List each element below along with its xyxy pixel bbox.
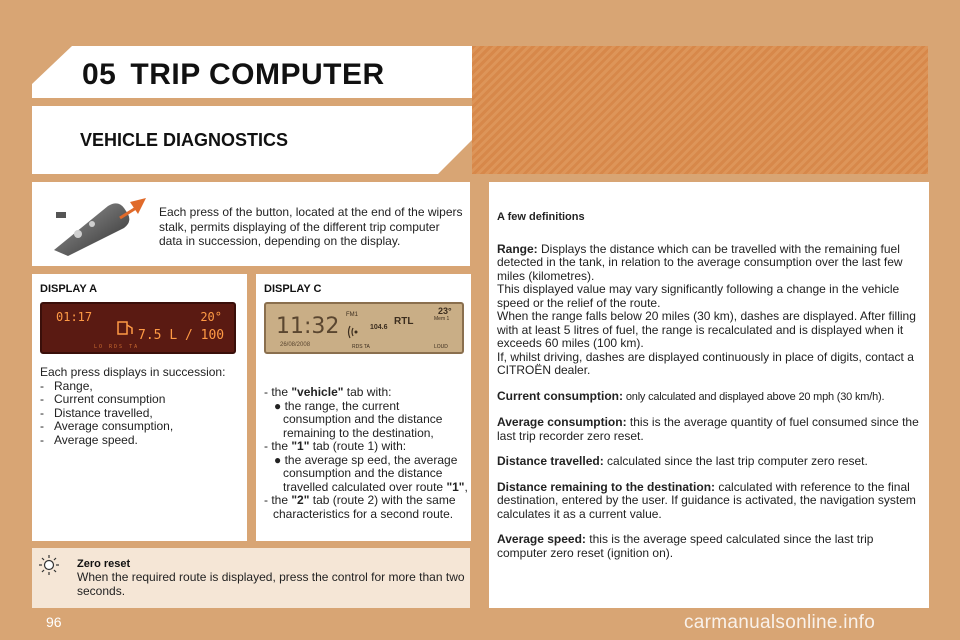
lcd-a-bottom: LO RDS TA — [94, 344, 140, 350]
definition-range — [497, 243, 925, 378]
list-item: - Range, — [40, 380, 244, 394]
zero-reset-text: When the required route is displayed, press the control for more than two seconds. — [77, 570, 465, 598]
fuel-pump-icon — [114, 318, 140, 338]
average-consumption-text: this is the average quantity of fuel consumed since the last trip recorder zero reset. — [497, 415, 919, 443]
definition-average-speed — [497, 533, 925, 560]
lcd-a-temp: 20° — [200, 310, 222, 324]
display-c-heading: DISPLAY C — [264, 283, 322, 295]
distance-remaining-text: calculated with reference to the final destination, entered by the user. If guidance is activated, the navigation system calculates it as a current value. — [497, 479, 916, 521]
display-c-screen — [264, 302, 464, 354]
range-paragraph-4: If, whilst driving, dashes are displayed continuously in place of digits, contact a CITROËN dealer. — [497, 349, 914, 377]
display-a-list — [40, 380, 244, 448]
current-consumption-text: only calculated and displayed above 20 mph (30 km/h). — [623, 390, 885, 403]
text-fragment: tab with: — [343, 385, 392, 399]
range-paragraph-2: This displayed value may vary significantly following a change in the vehicle speed or the relief of the route. — [497, 282, 900, 310]
definition-distance-remaining — [497, 481, 925, 522]
watermark: carmanualsonline.info — [684, 612, 876, 633]
chapter-title: TRIP COMPUTER — [130, 58, 385, 91]
text-fragment: tab (route 1) with: — [309, 439, 407, 453]
lcd-c-freq: 104.6 — [370, 324, 388, 331]
list-item: - Average consumption, — [40, 420, 244, 434]
lcd-c-date: 26/08/2008 — [280, 342, 311, 348]
page-number: 96 — [46, 614, 62, 630]
vehicle-tab-line — [264, 386, 470, 400]
average-speed-text: this is the average speed calculated since the last trip computer zero reset (ignition on). — [497, 532, 874, 560]
display-a-intro: Each press displays in succession: — [40, 365, 226, 379]
route-1-label: "1" — [446, 479, 465, 494]
text-fragment: , — [464, 479, 468, 494]
distance-remaining-label: Distance remaining to the destination: — [497, 479, 716, 494]
distance-travelled-label: Distance travelled: — [497, 454, 604, 468]
display-a-screen — [40, 302, 236, 354]
list-item: - Current consumption — [40, 393, 244, 407]
lcd-a-time: 01:17 — [56, 310, 93, 324]
display-a-description — [40, 366, 244, 447]
display-c-description — [264, 386, 470, 521]
chapter-number: 05 — [82, 58, 117, 91]
vehicle-tab-label: "vehicle" — [291, 385, 344, 399]
lcd-c-loud: LOUD — [434, 344, 448, 350]
section-title: VEHICLE DIAGNOSTICS — [80, 130, 289, 150]
text-fragment: ● the average sp eed, the average consumption and the distance travelled calculated over route — [274, 452, 458, 494]
lcd-c-band: FM1 — [346, 312, 358, 318]
lcd-c-rds: RDS TA — [352, 344, 370, 350]
text-fragment: - the — [264, 439, 292, 453]
lcd-a-reading — [138, 328, 224, 343]
definitions-content — [497, 211, 925, 572]
text-fragment: - the — [264, 493, 292, 507]
tab-1-label: "1" — [291, 439, 310, 453]
sun-tip-icon — [38, 554, 60, 576]
text-fragment: tab (route 2) with the same characteristics for a second route. — [273, 493, 456, 521]
tab-2-line — [264, 494, 470, 521]
definition-average-consumption — [497, 416, 925, 443]
lcd-c-temp: 23° — [438, 306, 452, 316]
display-a-heading: DISPLAY A — [40, 283, 98, 295]
range-label: Range: — [497, 241, 538, 256]
lcd-a-unit: L / 100 — [169, 328, 225, 343]
definition-distance-travelled — [497, 455, 925, 469]
definition-current-consumption — [497, 390, 925, 405]
list-item: - Distance travelled, — [40, 407, 244, 421]
average-speed-label: Average speed: — [497, 532, 586, 546]
distance-travelled-text: calculated since the last trip computer zero reset. — [603, 454, 868, 468]
lcd-c-station: RTL — [394, 316, 414, 327]
vehicle-tab-detail: ● the range, the current consumption and the distance remaining to the destination, — [274, 398, 443, 440]
range-paragraph-3: When the range falls below 20 miles (30 km), dashes are displayed. After filling with at least 5 litres of fuel, the range is recalculated and is displayed when it exceeds 60 miles (100 km). — [497, 309, 916, 350]
tab-2-label: "2" — [291, 493, 310, 507]
lcd-c-clock: 11:32 — [276, 314, 340, 339]
current-consumption-label: Current consumption: — [497, 388, 623, 403]
zero-reset-title: Zero reset — [77, 558, 131, 570]
wiper-stalk-icon — [48, 194, 152, 258]
page-title — [82, 58, 385, 92]
striped-header-decoration — [472, 46, 928, 174]
average-consumption-label: Average consumption: — [497, 415, 627, 429]
lcd-a-digit: 7.5 — [138, 328, 162, 343]
lcd-c-mem: Mem 1 — [434, 316, 450, 322]
list-item: - Average speed. — [40, 434, 244, 448]
radio-waves-icon — [346, 322, 368, 342]
definitions-heading: A few definitions — [497, 211, 585, 223]
tab-1-detail — [264, 454, 470, 495]
text-fragment: - the — [264, 385, 292, 399]
range-text: Displays the distance which can be travelled with the remaining fuel detected in the tank, in relation to the average consumption over the last few miles (kilometres). — [497, 241, 903, 283]
intro-text: Each press of the button, located at the end of the wipers stalk, permits displaying of the different trip computer data in succession, depending on the display. — [159, 205, 463, 248]
tab-1-line — [264, 440, 470, 454]
